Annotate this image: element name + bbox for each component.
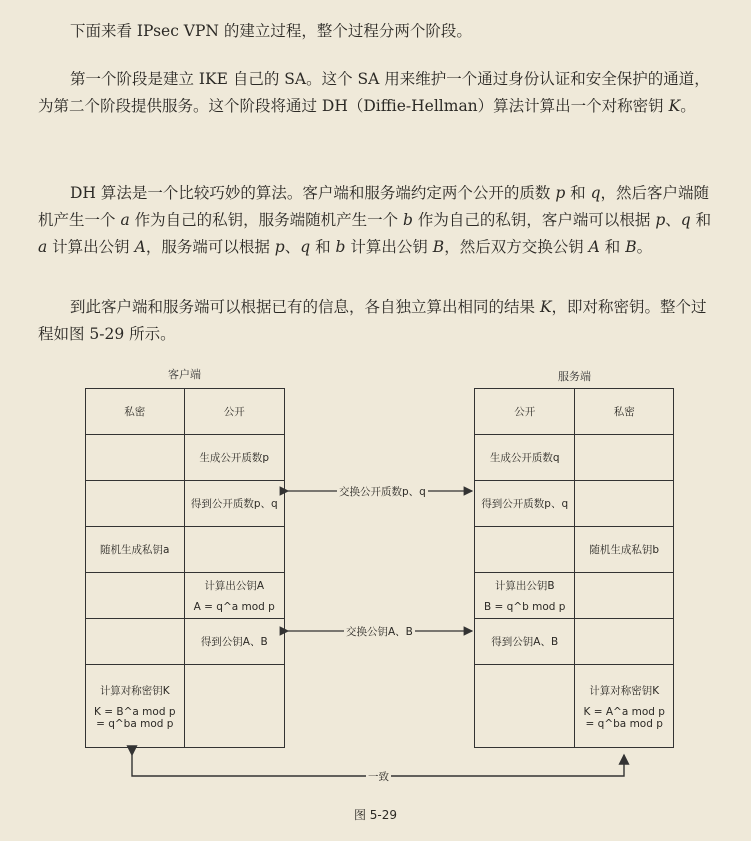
server-gen-primes: 生成公开质数q xyxy=(475,435,575,481)
dh-text: 和 xyxy=(690,211,712,229)
var-A: A xyxy=(588,238,600,256)
server-col-private: 私密 xyxy=(575,389,674,435)
var-b: b xyxy=(403,211,413,229)
dh-text: 和 xyxy=(565,184,591,202)
var-q: q xyxy=(300,238,311,256)
dh-text: DH 算法是一个比较巧妙的算法。客户端和服务端约定两个公开的质数 xyxy=(70,184,556,202)
server-title: 服务端 xyxy=(558,370,591,383)
var-p: p xyxy=(655,211,666,229)
client-calc-pub: 计算出公钥A xyxy=(204,580,265,592)
client-calc-sym-f1: K = B^a mod p xyxy=(94,705,176,718)
exchange-primes-label: 交换公开质数p、q xyxy=(339,486,426,498)
var-A: A xyxy=(134,238,146,256)
summary-text: ，即对称密钥。整个过程如图 5-29 所示。 xyxy=(38,298,707,343)
dh-text: 、 xyxy=(284,238,301,256)
dh-text: ，然后双方交换公钥 xyxy=(444,238,589,256)
client-calc-sym-f2: = q^ba mod p xyxy=(96,717,174,730)
intro-text: 下面来看 IPsec VPN 的建立过程，整个过程分两个阶段。 xyxy=(70,22,472,40)
dh-text: 和 xyxy=(599,238,626,256)
client-get-primes: 得到公开质数p、q xyxy=(184,481,284,527)
server-get-pub: 得到公钥A、B xyxy=(475,619,575,665)
var-q: q xyxy=(590,184,601,202)
summary-text: 到此客户端和服务端可以根据已有的信息，各自独立算出相同的结果 xyxy=(70,298,540,316)
dh-text: ，然后客户端随机产生一个 xyxy=(38,184,710,229)
key-symbol: K xyxy=(668,97,681,115)
client-gen-primes: 生成公开质数p xyxy=(184,435,284,481)
phase-one-text: 第一个阶段是建立 IKE 自己的 SA。这个 SA 用来维护一个通过身份认证和安全保护的通道，为第二个阶段提供服务。这个阶段将通过 DH（Diffie-Hellman）算法计算出一个对称密钥 xyxy=(38,70,710,115)
dh-text: 作为自己的私钥，服务端随机产生一个 xyxy=(129,211,404,229)
figure-caption: 图 5-29 xyxy=(353,808,398,822)
client-get-pub: 得到公钥A、B xyxy=(184,619,284,665)
client-gen-private: 随机生成私钥a xyxy=(86,527,185,573)
var-B: B xyxy=(625,238,637,256)
var-a: a xyxy=(38,238,48,256)
agree-label: 一致 xyxy=(368,771,389,783)
dh-text: 。 xyxy=(636,238,653,256)
var-p: p xyxy=(555,184,566,202)
server-gen-private: 随机生成私钥b xyxy=(575,527,674,573)
server-calc-sym-f2: = q^ba mod p xyxy=(585,717,663,730)
server-calc-sym-f1: K = A^a mod p xyxy=(583,705,665,718)
var-b: b xyxy=(335,238,346,256)
var-a: a xyxy=(120,211,130,229)
client-col-public: 公开 xyxy=(184,389,284,435)
dh-text: 计算出公钥 xyxy=(345,238,433,256)
server-get-primes: 得到公开质数p、q xyxy=(475,481,575,527)
client-calc-sym: 计算对称密钥K xyxy=(99,684,170,697)
dh-text: ，服务端可以根据 xyxy=(145,238,275,256)
dh-text: 作为自己的私钥，客户端可以根据 xyxy=(412,211,656,229)
dh-text: 计算出公钥 xyxy=(47,238,135,256)
server-calc-pub: 计算出公钥B xyxy=(494,580,555,592)
server-col-public: 公开 xyxy=(475,389,575,435)
var-p: p xyxy=(274,238,285,256)
client-col-private: 私密 xyxy=(86,389,185,435)
server-calc-pub-formula: B = q^b mod p xyxy=(484,601,566,613)
key-symbol: K xyxy=(539,298,552,316)
var-B: B xyxy=(432,238,445,256)
server-calc-sym: 计算对称密钥K xyxy=(589,684,660,697)
exchange-pub-label: 交换公钥A、B xyxy=(346,626,413,638)
phase-one-end: 。 xyxy=(680,97,696,115)
client-title: 客户端 xyxy=(168,368,201,381)
dh-text: 和 xyxy=(310,238,336,256)
var-q: q xyxy=(680,211,691,229)
dh-text: 、 xyxy=(665,211,681,229)
client-calc-pub-formula: A = q^a mod p xyxy=(193,601,275,613)
